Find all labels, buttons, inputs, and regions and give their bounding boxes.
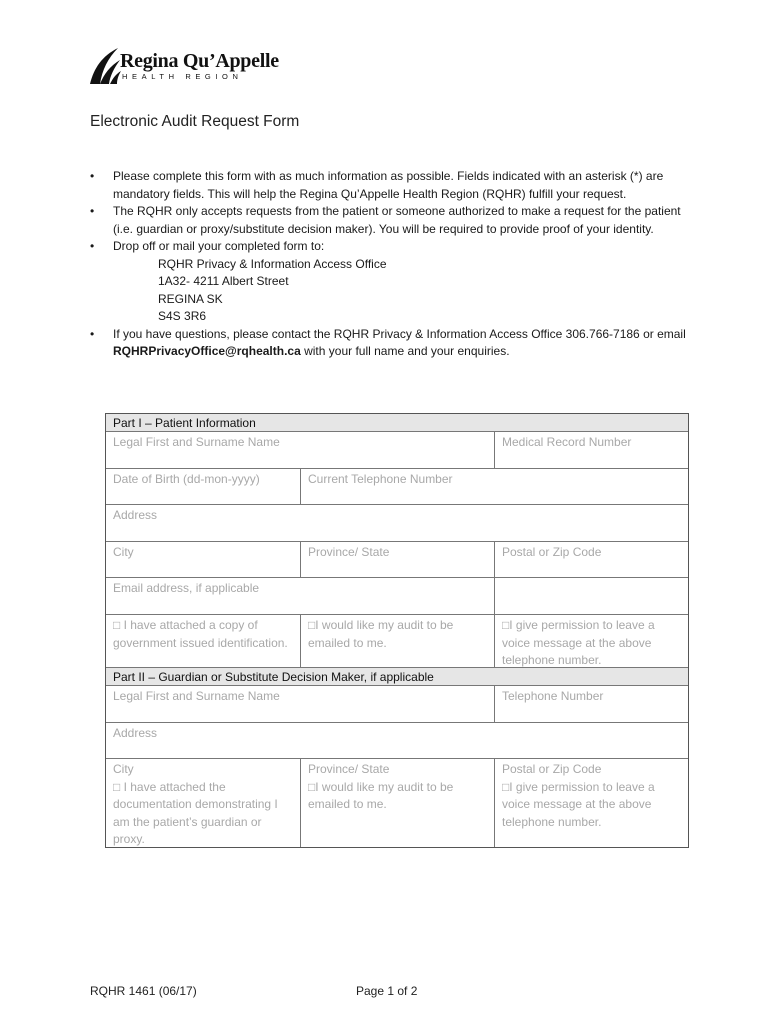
- patient-email-extra-field[interactable]: [494, 578, 688, 614]
- address-line: RQHR Privacy & Information Access Office: [158, 256, 387, 271]
- bullet-icon: •: [90, 169, 95, 183]
- bullet-icon: •: [90, 239, 95, 253]
- patient-city-field[interactable]: City: [113, 545, 134, 559]
- logo-org-name: Regina Qu’Appelle: [120, 50, 279, 72]
- medical-record-number-field[interactable]: Medical Record Number: [494, 432, 688, 468]
- address-line: S4S 3R6: [158, 309, 207, 323]
- guardian-email-checkbox-label: □I would like my audit to be emailed to me.: [308, 779, 454, 811]
- form-code: RQHR 1461 (06/17): [90, 984, 197, 998]
- guardian-voice-checkbox-label: □I give permission to leave a voice message at the above telephone number.: [502, 779, 655, 829]
- page-number: Page 1 of 2: [356, 984, 418, 998]
- patient-province-field[interactable]: Province/ State: [300, 542, 494, 577]
- guardian-phone-field[interactable]: Telephone Number: [494, 686, 688, 722]
- privacy-email-link[interactable]: RQHRPrivacyOffice@rqhealth.ca: [113, 344, 301, 358]
- voice-message-checkbox[interactable]: □I give permission to leave a voice message at the above telephone number.: [494, 615, 688, 667]
- logo: [88, 44, 288, 90]
- guardian-postal-label: Postal or Zip Code: [502, 762, 602, 776]
- instruction-item: • Drop off or mail your completed form to: RQHR Privacy & Information Access Office 1A32- 4211 Albert Street REGINA SK S4S 3R6: [90, 238, 690, 326]
- patient-address-field[interactable]: Address: [113, 508, 158, 522]
- guardian-name-field[interactable]: Legal First and Surname Name: [113, 689, 280, 703]
- patient-email-field[interactable]: Email address, if applicable: [113, 581, 260, 595]
- logo-swoosh-icon: [88, 46, 122, 86]
- guardian-city-and-document-checkbox[interactable]: [106, 759, 300, 847]
- date-of-birth-field[interactable]: Date of Birth (dd-mon-yyyy): [113, 472, 260, 486]
- page-title: Electronic Audit Request Form: [90, 113, 300, 130]
- guardian-province-label: Province/ State: [308, 762, 390, 776]
- instruction-item: • The RQHR only accepts requests from the patient or someone authorized to make a request for the patient (i.e. guardian or proxy/substitute decision maker). You will be required to provide proof of your identity.: [90, 204, 681, 236]
- guardian-document-checkbox-label: □ I have attached the documentation demonstrating I am the patient’s guardian or proxy.: [113, 779, 278, 846]
- bullet-icon: •: [90, 326, 95, 341]
- address-line: 1A32- 4211 Albert Street: [158, 274, 289, 288]
- bullet-icon: •: [90, 204, 95, 218]
- instruction-item: • If you have questions, please contact the RQHR Privacy & Information Access Office 306.766-7186 or email RQHRPrivacyOffice@rqhealth.ca with your full name and your enquiries.: [90, 326, 686, 358]
- guardian-province-and-email-checkbox[interactable]: [300, 759, 494, 847]
- patient-postal-code-field[interactable]: Postal or Zip Code: [494, 542, 688, 577]
- audit-request-form: [105, 413, 689, 848]
- guardian-address-field[interactable]: Address: [113, 726, 158, 740]
- id-attached-checkbox[interactable]: □ I have attached a copy of government issued identification.: [113, 618, 288, 650]
- mailing-address: [113, 256, 690, 326]
- email-audit-checkbox[interactable]: □I would like my audit to be emailed to me.: [300, 615, 494, 667]
- guardian-postal-and-voice-checkbox[interactable]: [494, 759, 688, 847]
- patient-phone-field[interactable]: Current Telephone Number: [300, 469, 688, 504]
- guardian-city-label: City: [113, 762, 134, 776]
- part2-heading: Part II – Guardian or Substitute Decision Maker, if applicable: [106, 668, 688, 686]
- logo-org-subtitle: HEALTH REGION: [122, 72, 243, 81]
- address-line: REGINA SK: [158, 291, 223, 306]
- instruction-item: • Please complete this form with as much information as possible. Fields indicated with an asterisk (*) are mandatory fields. This will help the Regina Qu’Appelle Health Region (RQHR) fulfill your request.: [90, 169, 664, 201]
- instructions-list: [90, 168, 690, 361]
- part1-heading: Part I – Patient Information: [106, 414, 688, 432]
- patient-name-field[interactable]: Legal First and Surname Name: [113, 435, 280, 449]
